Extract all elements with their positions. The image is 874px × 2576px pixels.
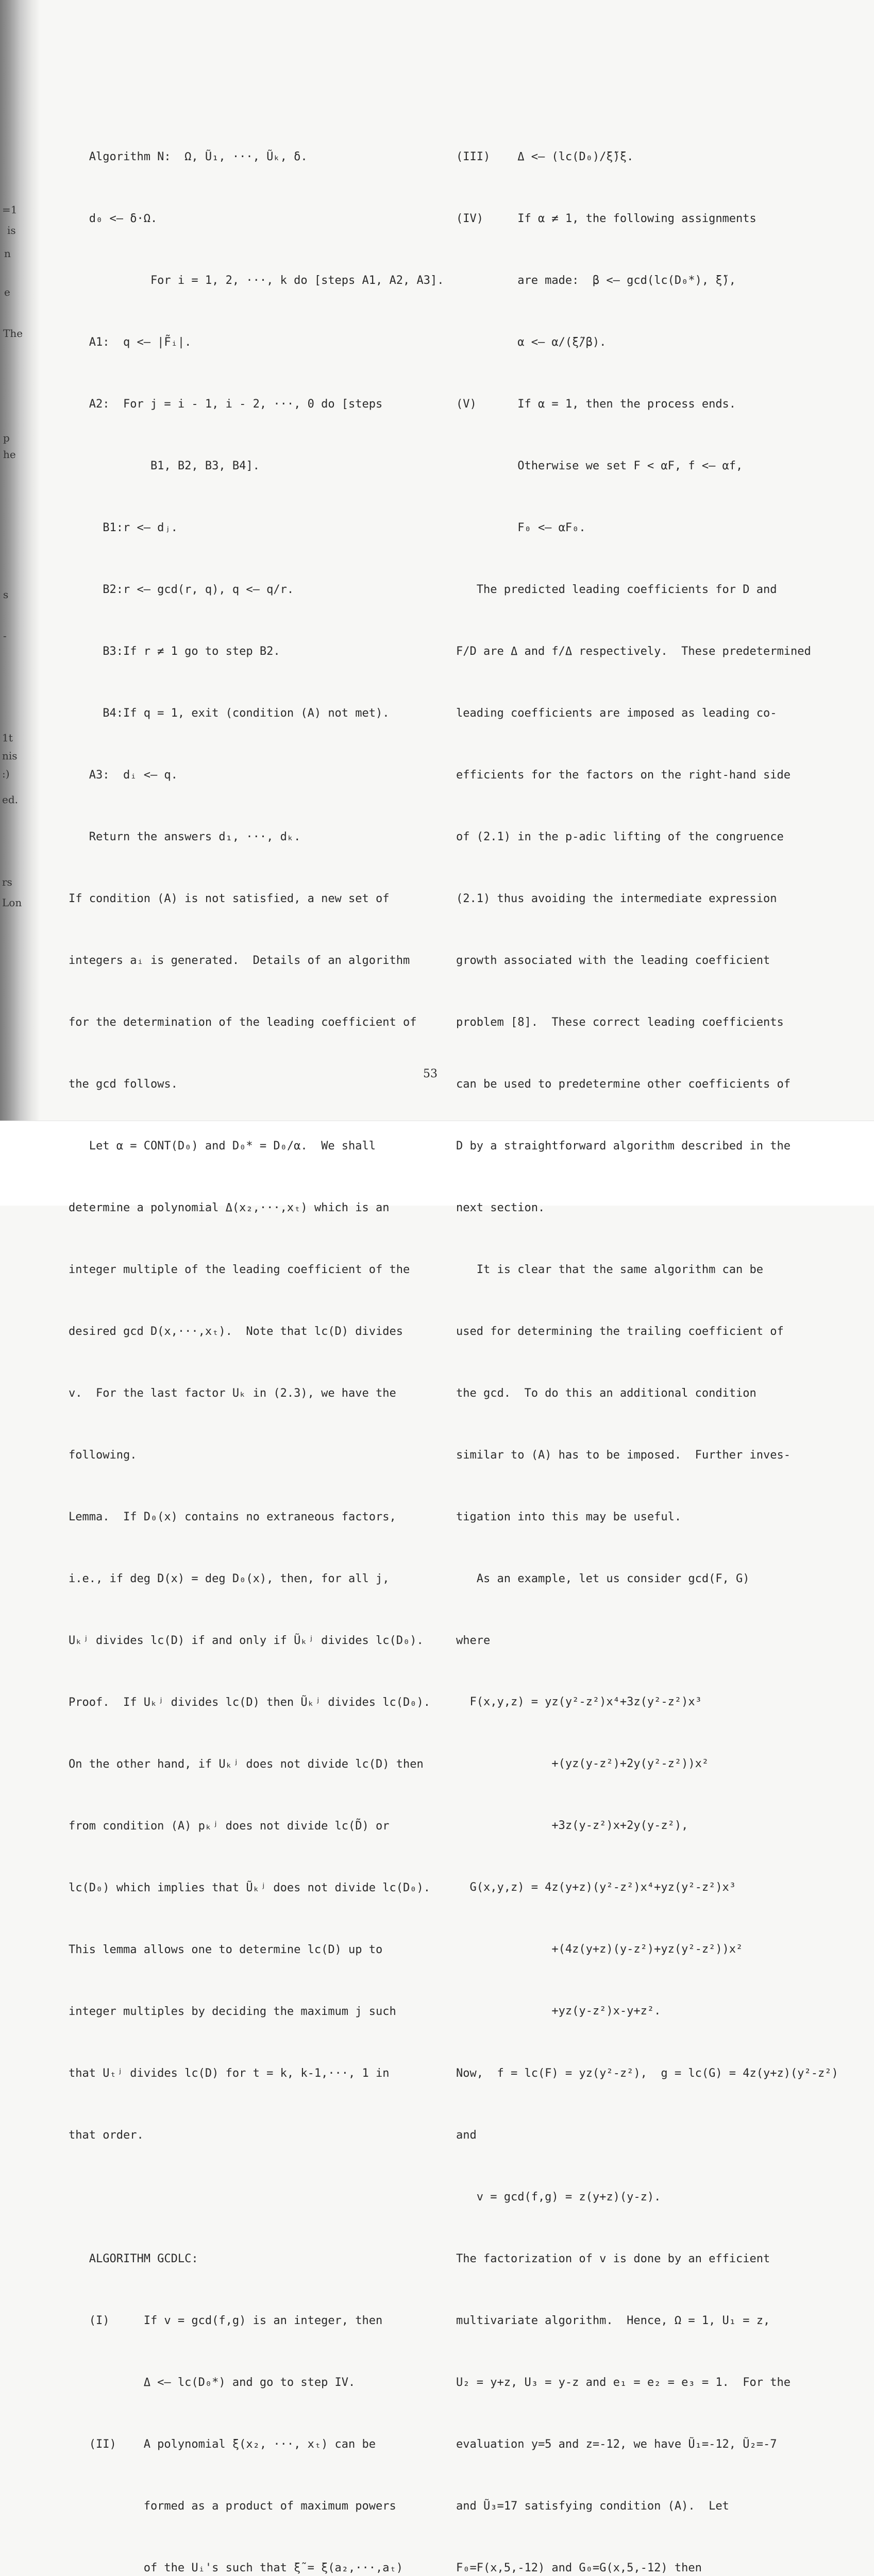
text-line: (III) Δ <— (lc(D₀)/ξ̃)ξ. [456, 150, 634, 163]
text-line: that order. [69, 2129, 144, 2142]
text-line: growth associated with the leading coefficient [456, 954, 770, 967]
text-line: Algorithm N: Ω, Ũ₁, ···, Ũₖ, δ. [69, 150, 308, 163]
text-line: This lemma allows one to determine lc(D) up to [69, 1943, 383, 1956]
text-line: A2: For j = i - 1, i - 2, ···, 0 do [steps [69, 398, 383, 411]
margin-fragment: 1t [2, 732, 13, 744]
margin-fragment: e [4, 286, 10, 298]
text-line: and [456, 2129, 477, 2142]
margin-fragment: s [3, 588, 9, 601]
equation-line: G(x,y,z) = 4z(y+z)(y²-z²)x⁴+yz(y²-z²)x³ [456, 1881, 736, 1894]
text-line: The predicted leading coefficients for D and [456, 583, 777, 596]
text-line: (2.1) thus avoiding the intermediate expression [456, 892, 777, 905]
text-line: (I) If v = gcd(f,g) is an integer, then [69, 2314, 383, 2327]
text-line: can be used to predetermine other coefficients of [456, 1078, 791, 1091]
text-line: The factorization of v is done by an efficient [456, 2252, 770, 2265]
text-line: integer multiples by deciding the maximum j such [69, 2005, 396, 2018]
text-line: the gcd. To do this an additional condition [456, 1387, 757, 1400]
margin-fragment: =1 [2, 204, 18, 216]
text-line: of (2.1) in the p-adic lifting of the congruence [456, 831, 784, 843]
margin-fragment: The [3, 327, 23, 340]
margin-fragment: ed. [2, 793, 18, 806]
margin-fragment: Lon [2, 896, 22, 909]
equation-line: F(x,y,z) = yz(y²-z²)x⁴+3z(y²-z²)x³ [456, 1696, 702, 1708]
margin-fragment: nis [2, 750, 18, 762]
text-line: B1:r <— dⱼ. [69, 521, 178, 534]
text-line: B4:If q = 1, exit (condition (A) not met). [69, 707, 390, 720]
text-line: are made: β <— gcd(lc(D₀*), ξ̃), [456, 274, 736, 287]
text-line: ALGORITHM GCDLC: [69, 2252, 198, 2265]
right-column [456, 106, 838, 2576]
text-line: lc(D₀) which implies that Ũₖʲ does not divide lc(D₀). [69, 1882, 430, 1894]
margin-fragment: is [7, 224, 16, 236]
text-line: efficients for the factors on the right-hand side [456, 769, 791, 782]
margin-fragment: - [3, 630, 7, 642]
text-line: As an example, let us consider gcd(F, G) [456, 1572, 750, 1585]
text-line: Otherwise we set F < αF, f <— αf, [456, 460, 743, 472]
text-line: v. For the last factor Uₖ in (2.3), we have the [69, 1387, 396, 1400]
equation-line: +3z(y-z²)x+2y(y-z²), [456, 1819, 688, 1832]
text-line: from condition (A) pₖʲ does not divide lc(D̃) or [69, 1820, 390, 1833]
text-line: (IV) If α ≠ 1, the following assignments [456, 212, 757, 225]
text-line: α <— α/(ξ̃/β). [456, 336, 607, 349]
text-line: Lemma. If D₀(x) contains no extraneous factors, [69, 1511, 396, 1523]
page-number: 53 [423, 1067, 438, 1080]
text-line: (II) A polynomial ξ(x₂, ···, xₜ) can be [69, 2438, 376, 2451]
text-line: Uₖʲ divides lc(D) if and only if Ũₖʲ divides lc(D₀). [69, 1634, 424, 1647]
text-line: On the other hand, if Uₖʲ does not divide lc(D) then [69, 1758, 424, 1771]
text-line: desired gcd D(x,···,xₜ). Note that lc(D) divides [69, 1325, 404, 1338]
text-line: of the Uᵢ's such that ξ̃ = ξ(a₂,···,aₜ) [69, 2562, 404, 2574]
text-line: used for determining the trailing coefficient of [456, 1325, 784, 1338]
text-line: A3: dᵢ <— q. [69, 769, 178, 782]
text-line: F₀ <— αF₀. [456, 521, 586, 534]
margin-fragment: rs [2, 876, 12, 888]
text-line: B3:If r ≠ 1 go to step B2. [69, 645, 280, 658]
margin-fragment: n [4, 247, 11, 260]
text-line: (V) If α = 1, then the process ends. [456, 398, 736, 411]
text-line: multivariate algorithm. Hence, Ω = 1, U₁ = z, [456, 2314, 770, 2327]
book-binding-shadow [0, 0, 40, 1205]
text-line: i.e., if deg D(x) = deg D₀(x), then, for all j, [69, 1572, 390, 1585]
margin-fragment: p [3, 432, 10, 444]
text-line [69, 2187, 429, 2208]
text-line: following. [69, 1449, 137, 1462]
text-line: If condition (A) is not satisfied, a new set of [69, 892, 390, 905]
text-line: A1: q <— |F̃ᵢ|. [69, 336, 192, 349]
text-line: d₀ <— δ·Ω. [69, 212, 158, 225]
margin-fragment: he [3, 448, 16, 461]
text-line: It is clear that the same algorithm can be [456, 1263, 764, 1276]
text-line: the gcd follows. [69, 1078, 178, 1091]
text-line: next section. [456, 1201, 545, 1214]
text-line: tigation into this may be useful. [456, 1511, 682, 1523]
text-line: problem [8]. These correct leading coefficients [456, 1016, 784, 1029]
text-line: B1, B2, B3, B4]. [69, 460, 260, 472]
text-line: where [456, 1634, 491, 1647]
text-line: Proof. If Uₖʲ divides lc(D) then Ũₖʲ divides lc(D₀). [69, 1696, 430, 1709]
text-line: that Uₜʲ divides lc(D) for t = k, k-1,···, 1 in [69, 2067, 390, 2080]
equation-line: +yz(y-z²)x-y+z². [456, 2005, 661, 2018]
equation-line: +(yz(y-z²)+2y(y²-z²))x² [456, 1757, 709, 1770]
text-line: evaluation y=5 and z=-12, we have Ũ₁=-12, Ũ₂=-7 [456, 2438, 777, 2451]
text-line: F/D are Δ and f/Δ respectively. These predetermined [456, 645, 811, 658]
text-line: B2:r <— gcd(r, q), q <— q/r. [69, 583, 294, 596]
text-line: For i = 1, 2, ···, k do [steps A1, A2, A3]. [69, 274, 444, 287]
text-line: formed as a product of maximum powers [69, 2500, 396, 2513]
equation-line: +(4z(y+z)(y-z²)+yz(y²-z²))x² [456, 1943, 743, 1956]
text-line: for the determination of the leading coefficient of [69, 1016, 417, 1029]
text-line: leading coefficients are imposed as leading co- [456, 707, 777, 720]
text-line: F₀=F(x,5,-12) and G₀=G(x,5,-12) then [456, 2562, 702, 2574]
text-line: Let α = CONT(D₀) and D₀* = D₀/α. We shall [69, 1140, 376, 1153]
text-line: D by a straightforward algorithm described in the [456, 1140, 791, 1153]
text-line: U₂ = y+z, U₃ = y-z and e₁ = e₂ = e₃ = 1. For the [456, 2376, 791, 2389]
text-line: integer multiple of the leading coefficient of the [69, 1263, 410, 1276]
text-line: integers aᵢ is generated. Details of an algorithm [69, 954, 410, 967]
margin-fragment: :) [2, 768, 10, 780]
text-line: and Ũ₃=17 satisfying condition (A). Let [456, 2500, 729, 2513]
equation-line: v = gcd(f,g) = z(y+z)(y-z). [456, 2191, 661, 2204]
text-line: Δ <— lc(D₀*) and go to step IV. [69, 2376, 356, 2389]
text-line: Return the answers d₁, ···, dₖ. [69, 831, 301, 843]
text-line: Now, f = lc(F) = yz(y²-z²), g = lc(G) = 4z(y+z)(y²-z²) [456, 2067, 838, 2080]
text-line: similar to (A) has to be imposed. Further inves- [456, 1449, 791, 1462]
text-line: determine a polynomial Δ(x₂,···,xₜ) which is an [69, 1201, 390, 1214]
